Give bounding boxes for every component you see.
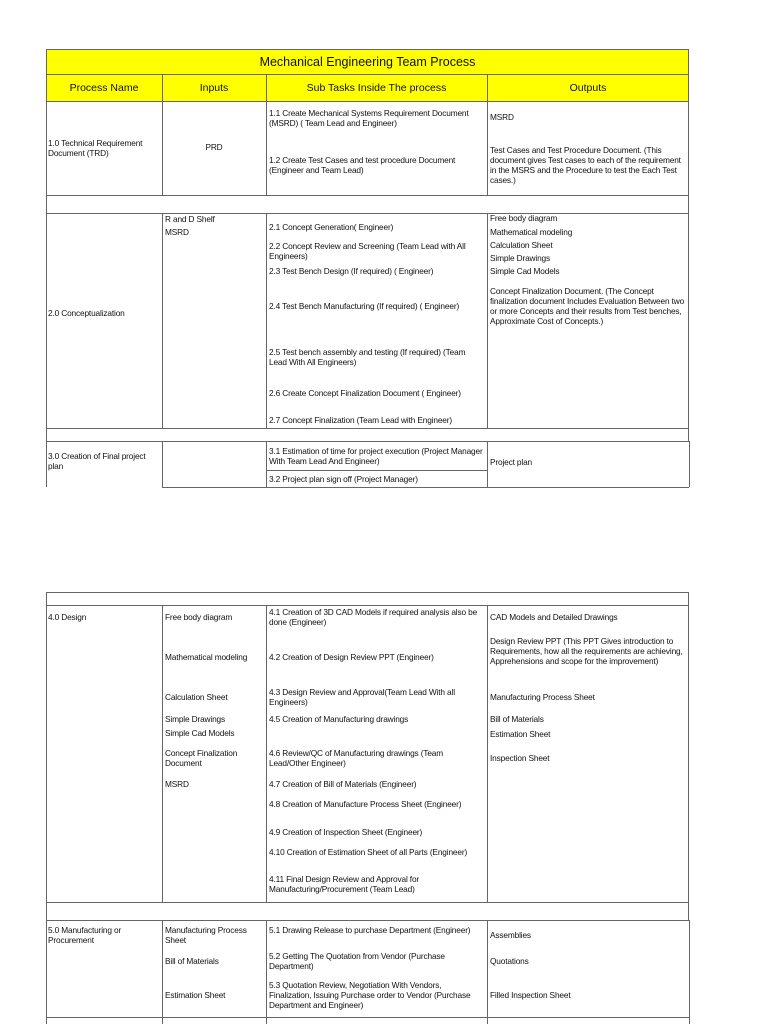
header-process-name: Process Name	[69, 82, 139, 94]
input-simple-cad-models: Simple Cad Models	[165, 728, 235, 738]
task-4-11: 4.11 Final Design Review and Approval for Manufacturing/Procurement (Team Lead)	[269, 874, 420, 894]
process-name-manufacturing: 5.0 Manufacturing or Procurement	[48, 925, 122, 945]
input-rd-shelf: R and D Shelf	[165, 214, 215, 224]
task-4-9: 4.9 Creation of Inspection Sheet (Engineer)	[269, 827, 423, 837]
output-test-cases: Test Cases and Test Procedure Document. (This document gives Test cases to each of the requirement in the MSRS and the Procedure to test the Each Test cases.)	[490, 145, 681, 185]
task-2-7: 2.7 Concept Finalization (Team Lead with Engineer)	[269, 415, 452, 425]
task-5-1: 5.1 Drawing Release to purchase Department (Engineer)	[269, 925, 471, 935]
task-4-2: 4.2 Creation of Design Review PPT (Engineer)	[269, 652, 434, 662]
process-name-final-plan: 3.0 Creation of Final project plan	[48, 451, 146, 471]
input-calculation-sheet: Calculation Sheet	[165, 692, 228, 702]
output-quotations: Quotations	[490, 956, 529, 966]
output-bill-of-materials: Bill of Materials	[490, 714, 544, 724]
task-4-10: 4.10 Creation of Estimation Sheet of all Parts (Engineer)	[269, 847, 468, 857]
output-cad-models: CAD Models and Detailed Drawings	[490, 612, 618, 622]
input-prd: PRD	[205, 142, 223, 152]
input-simple-drawings: Simple Drawings	[165, 714, 225, 724]
task-2-6: 2.6 Create Concept Finalization Document ( Engineer)	[269, 388, 461, 398]
task-5-3: 5.3 Quotation Review, Negotiation With Vendors, Finalization, Issuing Purchase order to Vendor (Purchase Department and Engineer)	[269, 980, 471, 1010]
task-4-5: 4.5 Creation of Manufacturing drawings	[269, 714, 409, 724]
spacer-row	[46, 592, 689, 606]
header-sub-tasks: Sub Tasks Inside The process	[306, 82, 447, 94]
output-design-review-ppt: Design Review PPT (This PPT Gives introduction to Requirements, how all the requirements are achieving, Apprehensions and scope for the improvement)	[490, 636, 683, 666]
page-title: Mechanical Engineering Team Process	[259, 55, 476, 69]
task-1-1: 1.1 Create Mechanical Systems Requirement Document (MSRD) ( Team Lead and Engineer)	[269, 108, 469, 128]
task-4-8: 4.8 Creation of Manufacture Process Sheet (Engineer)	[269, 799, 462, 809]
output-msrd: MSRD	[490, 112, 514, 122]
task-2-4: 2.4 Test Bench Manufacturing (If required) ( Engineer)	[269, 301, 460, 311]
output-filled-inspection-sheet: Filled Inspection Sheet	[490, 990, 571, 1000]
input-msrd: MSRD	[165, 227, 189, 237]
task-3-1: 3.1 Estimation of time for project execution (Project Manager With Team Lead And Engineer)	[269, 446, 483, 466]
process-name-trd: 1.0 Technical Requirement Document (TRD)	[48, 138, 143, 158]
output-simple-cad-models: Simple Cad Models	[490, 266, 560, 276]
header-inputs: Inputs	[199, 82, 229, 94]
header-outputs: Outputs	[569, 82, 607, 94]
output-project-plan: Project plan	[490, 457, 533, 467]
task-2-2: 2.2 Concept Review and Screening (Team Lead with All Engineers)	[269, 241, 466, 261]
task-2-3: 2.3 Test Bench Design (If required) ( Engineer)	[269, 266, 434, 276]
input-free-body-diagram: Free body diagram	[165, 612, 233, 622]
input-mathematical-modeling: Mathematical modeling	[165, 652, 248, 662]
spacer-row	[46, 902, 689, 921]
output-mathematical-modeling: Mathematical modeling	[490, 227, 573, 237]
output-inspection-sheet: Inspection Sheet	[490, 753, 550, 763]
output-manufacturing-process-sheet: Manufacturing Process Sheet	[490, 692, 595, 702]
task-2-5: 2.5 Test bench assembly and testing (If required) (Team Lead With All Engineers)	[269, 347, 466, 367]
input-manufacturing-process-sheet: Manufacturing Process Sheet	[165, 925, 247, 945]
task-1-2: 1.2 Create Test Cases and test procedure Document (Engineer and Team Lead)	[269, 155, 456, 175]
input-msrd: MSRD	[165, 779, 189, 789]
output-assemblies: Assemblies	[490, 930, 531, 940]
process-name-design: 4.0 Design	[48, 612, 87, 622]
input-concept-finalization-document: Concept Finalization Document	[165, 748, 238, 768]
task-5-2: 5.2 Getting The Quotation from Vendor (Purchase Department)	[269, 951, 445, 971]
output-free-body-diagram: Free body diagram	[490, 213, 558, 223]
task-4-7: 4.7 Creation of Bill of Materials (Engineer)	[269, 779, 417, 789]
task-3-2: 3.2 Project plan sign off (Project Manager)	[269, 474, 418, 484]
task-2-1: 2.1 Concept Generation( Engineer)	[269, 222, 394, 232]
task-4-6: 4.6 Review/QC of Manufacturing drawings (Team Lead/Other Engineer)	[269, 748, 444, 768]
task-4-3: 4.3 Design Review and Approval(Team Lead With all Engineers)	[269, 687, 455, 707]
output-estimation-sheet: Estimation Sheet	[490, 729, 551, 739]
output-simple-drawings: Simple Drawings	[490, 253, 550, 263]
spacer-row	[46, 195, 689, 214]
spacer-row	[46, 428, 689, 442]
input-estimation-sheet: Estimation Sheet	[165, 990, 226, 1000]
output-calculation-sheet: Calculation Sheet	[490, 240, 553, 250]
output-concept-finalization-document: Concept Finalization Document. (The Concept finalization document Includes Evaluation Between two or more Concepts and their results from Test benches, Approximate Cost of Concepts.)	[490, 286, 685, 326]
process-name-conceptualization: 2.0 Conceptualization	[48, 308, 125, 318]
input-bill-of-materials: Bill of Materials	[165, 956, 219, 966]
task-4-1: 4.1 Creation of 3D CAD Models if required analysis also be done (Engineer)	[269, 607, 478, 627]
